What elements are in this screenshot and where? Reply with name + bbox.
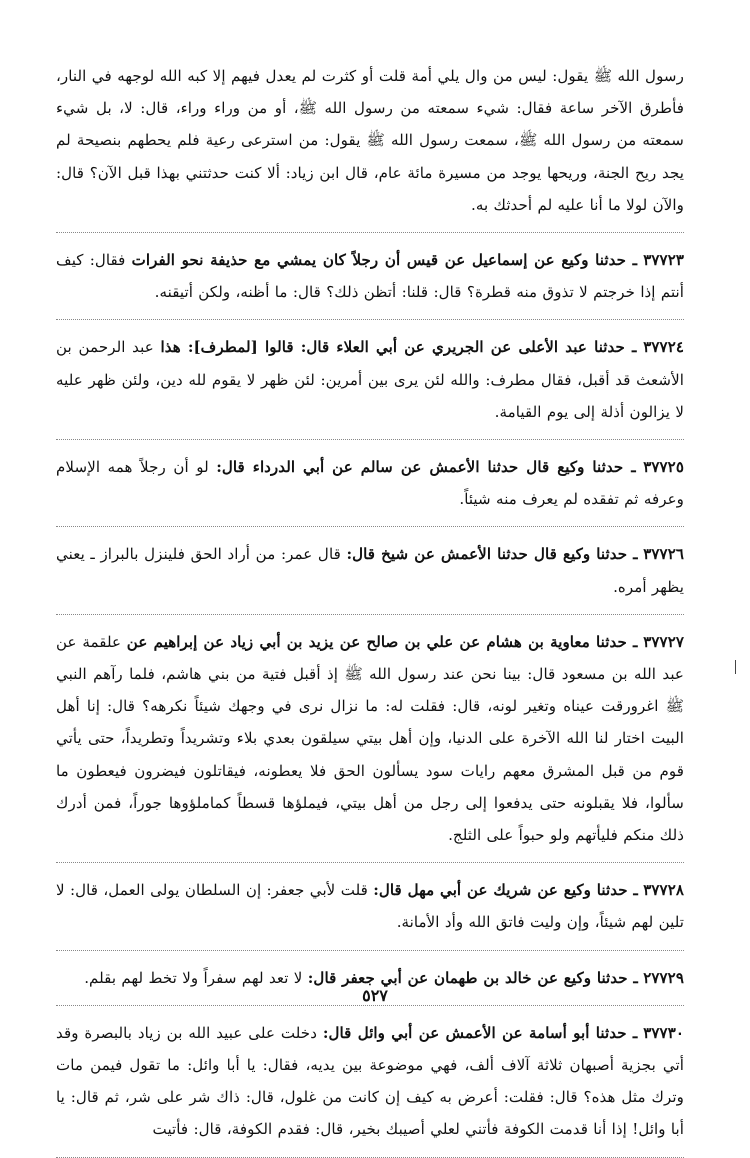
separator [56, 950, 684, 951]
paragraph [56, 244, 684, 308]
separator [56, 614, 684, 615]
hadith-text: لو أن رجلاً همه الإسلام وعرفه ثم تفقده لم يعرف منه شيئاً. [56, 458, 684, 509]
paragraph [56, 1017, 684, 1146]
hadith-number: ٣٧٧٢٥ [643, 458, 684, 477]
hadith-chain: ـ حدثنا وكيع عن شريك عن أبي مهل قال: [373, 881, 638, 900]
page-number: ٥٢٧ [362, 986, 388, 1005]
hadith-text: فقال: كيف أنتم إذا خرجتم لا تذوق منه قطرة؟ قال: قلنا: أتظن ذلك؟ قال: ما أظنه، ولكن أتيقنه. [56, 251, 684, 302]
hadith-chain: ـ حدثنا عبد الأعلى عن الجريري عن أبي العلاء قال: قالوا [لمطرف]: هذا [160, 338, 637, 357]
hadith-text: علقمة عن عبد الله بن مسعود قال: بينا نحن عند رسول الله ﷺ إذ أقبل فتية من بني هاشم، فلما رآهم النبي ﷺ اغرورقت عيناه وتغير لونه، قال: فقلت له: ما نزال نرى في وجهك شيئاً نكرهه؟ قال: إنا أهل البيت اختار لنا الله الآخرة على الدنيا، وإن أهل بيتي سيلقون بعدي بلاء وتشريداً وتطريداً، حتى يأتي قوم من قبل المشرق معهم رايات سود يسألون الحق فلا يعطونه، فيقاتلون فيضرون فيعطون ما سألوا، فلا يقبلونه حتى يدفعوا إلى رجل من أهل بيتي، فيملؤها قسطاً كماملؤوها جوراً، فمن أدرك ذلك منكم فليأتهم ولو حبواً على الثلج. [56, 632, 684, 845]
paragraph [56, 626, 684, 851]
hadith-chain: ـ حدثنا معاوية بن هشام عن علي بن صالح عن يزيد بن أبي زياد عن إبراهيم عن [126, 632, 638, 651]
hadith-text: عبد الرحمن بن الأشعث قد أقبل، فقال مطرف: والله لئن يرى بين أمرين: لئن ظهر لا يقوم لله دين، ولئن ظهر عليه لا يزالون أذلة إلى يوم القيامة. [56, 338, 684, 421]
separator [56, 439, 684, 440]
paragraph [56, 874, 684, 938]
paragraph [56, 451, 684, 515]
hadith-text: رسول الله ﷺ يقول: ليس من وال يلي أمة قلت أو كثرت لم يعدل فيهم إلا كبه الله لوجهه في النار، فأطرق الآخر ساعة فقال: شيء سمعته من رسول الله ﷺ، أو من وراء وراء، قال: لا، بل شيء سمعته من رسول الله ﷺ، سمعت رسول الله ﷺ يقول: من استرعى رعية فلم يحطهم بنصيحة لم يجد ريح الجنة، وريحها يوجد من مسيرة مائة عام، قال ابن زياد: ألا كنت حدثتني بهذا قبل الآن؟ قال: والآن لولا ما أنا عليه لم أحدثك به. [56, 67, 684, 214]
separator [56, 862, 684, 863]
hadith-chain: ـ حدثنا أبو أسامة عن الأعمش عن أبي وائل قال: [322, 1023, 638, 1042]
separator [56, 232, 684, 233]
paragraph [56, 60, 684, 221]
hadith-number: ٣٧٧٢٧ [643, 632, 685, 651]
margin-mark [735, 660, 736, 674]
separator [56, 526, 684, 527]
hadith-number: ٣٧٧٢٨ [643, 881, 685, 900]
hadith-text: دخلت على عبيد الله بن زياد بالبصرة وقد أتي بجزية أصبهان ثلاثة آلاف ألف، فهي موضوعة بين يديه، فقال: يا أبا وائل: ما تقول فيمن مات وترك مثل هذه؟ قال: فقلت: أعرض به كيف إن كانت من غلول، قال: ذاك شر على شر، ثم قال: يا أبا وائل! إذا أنا قدمت الكوفة فأتني لعلي أصيبك بخير، قال: فقدم الكوفة، قال: فأتيت [56, 1023, 684, 1139]
hadith-number: ٣٧٧٢٦ [643, 545, 685, 564]
hadith-chain: ـ حدثنا وكيع عن إسماعيل عن قيس أن رجلاً كان يمشي مع حذيفة نحو الفرات [131, 251, 638, 270]
hadith-text: قال عمر: من أراد الحق فلينزل بالبراز ـ يعني يظهر أمره. [56, 545, 684, 596]
hadith-chain: ـ حدثنا وكيع قال حدثنا الأعمش عن شيخ قال: [346, 545, 638, 564]
hadith-number: ٣٧٧٢٣ [643, 251, 685, 270]
hadith-text: قلت لأبي جعفر: إن السلطان يولى العمل، قال: لا تلين لهم شيئاً، وإن وليت فاتق الله وأد الأمانة. [56, 881, 684, 932]
hadith-number: ٣٧٧٣٠ [643, 1023, 685, 1042]
hadith-number: ٢٧٧٢٩ [643, 968, 684, 987]
hadith-text: لا تعد لهم سفراً ولا تخط لهم بقلم. [84, 968, 303, 987]
separator [56, 319, 684, 320]
paragraph [56, 331, 684, 428]
hadith-number: ٣٧٧٢٤ [643, 338, 685, 357]
hadith-chain: ـ حدثنا وكيع عن خالد بن طهمان عن أبي جعفر قال: [307, 968, 638, 987]
separator [56, 1005, 684, 1006]
hadith-chain: ـ حدثنا وكيع قال حدثنا الأعمش عن سالم عن أبي الدرداء قال: [216, 458, 636, 477]
paragraph [56, 538, 684, 602]
